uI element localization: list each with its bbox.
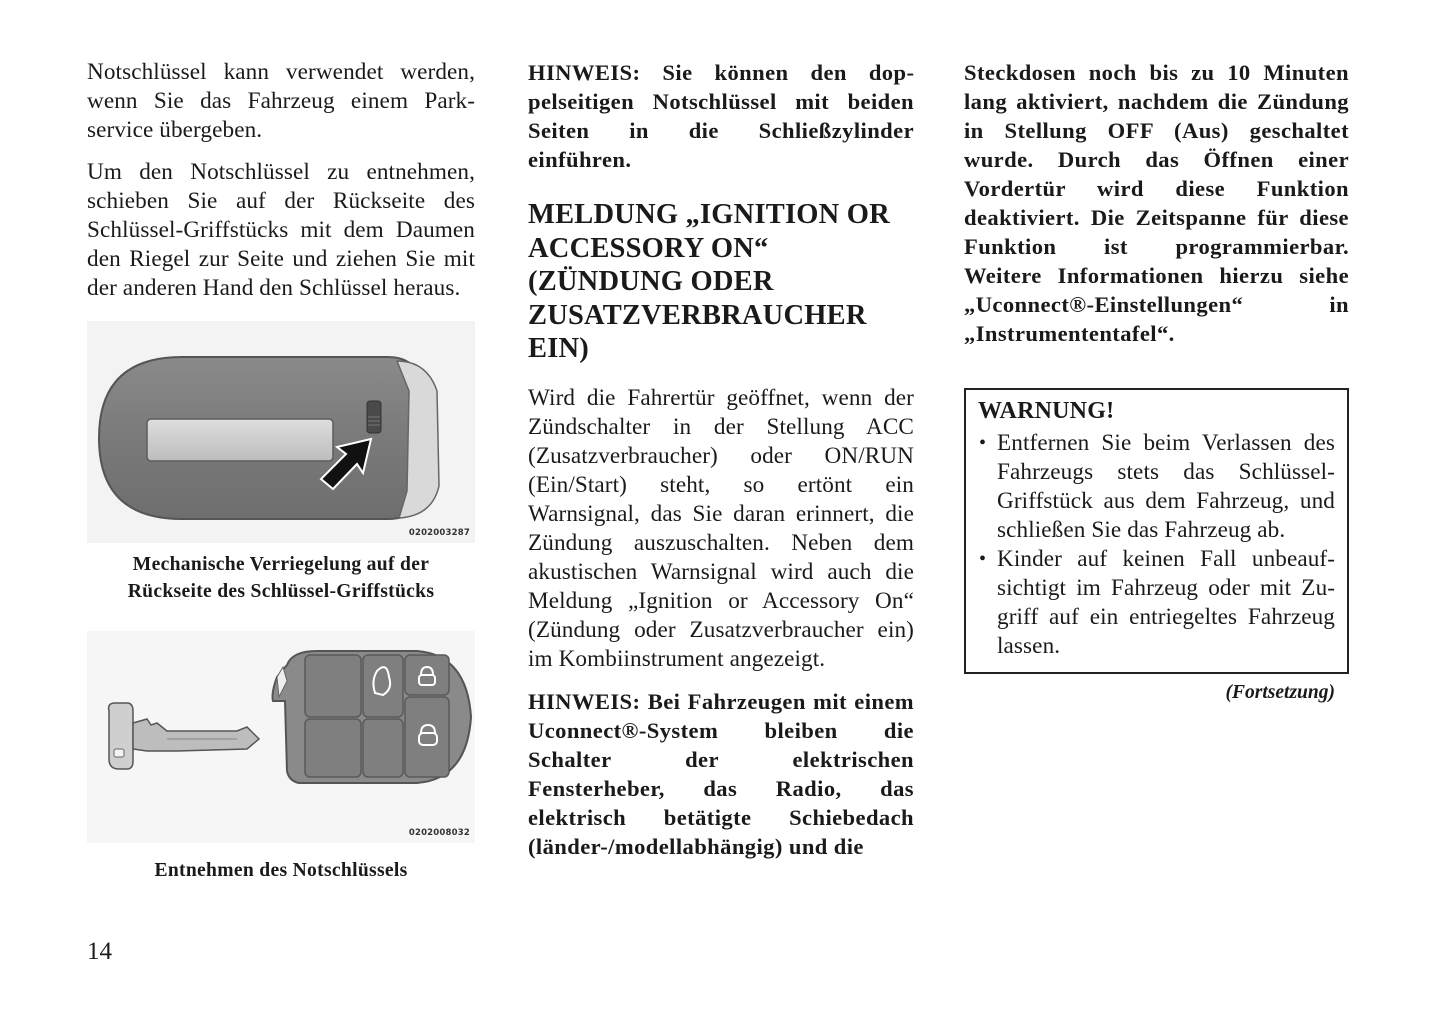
warning-list: [978, 429, 1335, 661]
key-fob-back-icon: [87, 321, 475, 543]
figure-key-fob-back: [87, 321, 475, 543]
caption-line: Entnehmen des Notschlüssels: [154, 860, 408, 881]
figure-code: 0202008032: [408, 828, 470, 838]
section-heading: [528, 198, 914, 366]
bullet-icon: •: [979, 432, 987, 454]
figure-emergency-key: [87, 631, 475, 843]
figure-code: 0202003287: [408, 528, 470, 538]
paragraph-ignition-warning: Wird die Fahrertür geöffnet, wenn der Zündschalter in der Stellung ACC (Zusatzverbraucher) oder ON/RUN (Ein/Start) steht, so ertönt ein Warnsignal, das Sie daran erinnert, die Zündung auszuschalten. Neben dem akustischen Warnsignal wird auch die Meldung „Ignition or Accessory On“ (Zündung oder Zusatzverbraucher ein) im Kombiinstrument angezeigt.: [528, 384, 914, 672]
key-fob-with-key-icon: [87, 631, 475, 843]
paragraph-valet-key: Notschlüssel kann verwendet werden, wenn Sie das Fahrzeug einem Parkservice übergeben.: [87, 59, 475, 143]
figure-caption: [87, 857, 475, 884]
note-uconnect: HINWEIS: Bei Fahrzeugen mit einem Uconnect®-System bleiben die Schalter der elektrischen Fensterheber, das Radio, das elektrisch betätigte Schiebedach (länder-/modellabhängig) und die: [528, 688, 914, 859]
heading-line: MELDUNG „IGNITION OR: [528, 199, 890, 230]
warning-item: [978, 429, 1335, 545]
bullet-icon: •: [979, 548, 987, 570]
warning-box: [964, 388, 1349, 674]
column-right: [964, 58, 1349, 704]
caption-line: Mechanische Verriegelung auf der: [132, 554, 430, 575]
heading-line: ACCESSORY ON“: [528, 232, 769, 264]
column-middle: [528, 58, 914, 861]
note-double-sided-key: HINWEIS: Sie können den doppelseitigen Notschlüssel mit beiden Seiten in die Schließzylinder einführen.: [528, 60, 914, 172]
caption-line: Rückseite des Schlüssel-Griffstücks: [127, 581, 435, 602]
heading-line: EIN): [528, 333, 589, 364]
column-left: [87, 58, 475, 884]
heading-line: ZUSATZVERBRAUCHER: [528, 299, 867, 331]
continuation-note: (Fortsetzung): [1225, 682, 1335, 703]
heading-line: (ZÜNDUNG ODER: [528, 266, 774, 297]
warning-item: [978, 545, 1335, 661]
paragraph-remove-key: Um den Notschlüssel zu entnehmen, schieben Sie auf der Rückseite des Schlüssel-Griffstücks mit dem Daumen den Riegel zur Seite und ziehen Sie mit der anderen Hand den Schlüssel heraus.: [87, 159, 475, 301]
page-number: 14: [87, 938, 112, 965]
warning-item-text: Kinder auf keinen Fall unbeaufsichtigt im Fahrzeug oder mit Zugriff auf ein entriegeltes Fahrzeug lassen.: [997, 546, 1335, 659]
warning-title: WARNUNG!: [978, 398, 1115, 424]
note-uconnect-continued: Steckdosen noch bis zu 10 Minuten lang aktiviert, nachdem die Zündung in Stellung OFF (Aus) geschaltet wurde. Durch das Öffnen einer Vordertür wird diese Funktion deaktiviert. Die Zeitspanne für diese Funktion ist programmierbar. Weitere Informationen hierzu siehe „Uconnect®-Einstellungen“ in „Instrumententafel“.: [964, 60, 1349, 346]
warning-item-text: Entfernen Sie beim Verlassen des Fahrzeugs stets das Schlüssel-Griffstück aus dem Fahrzeug, und schließen Sie das Fahrzeug ab.: [997, 430, 1335, 543]
figure-caption: [87, 551, 475, 605]
